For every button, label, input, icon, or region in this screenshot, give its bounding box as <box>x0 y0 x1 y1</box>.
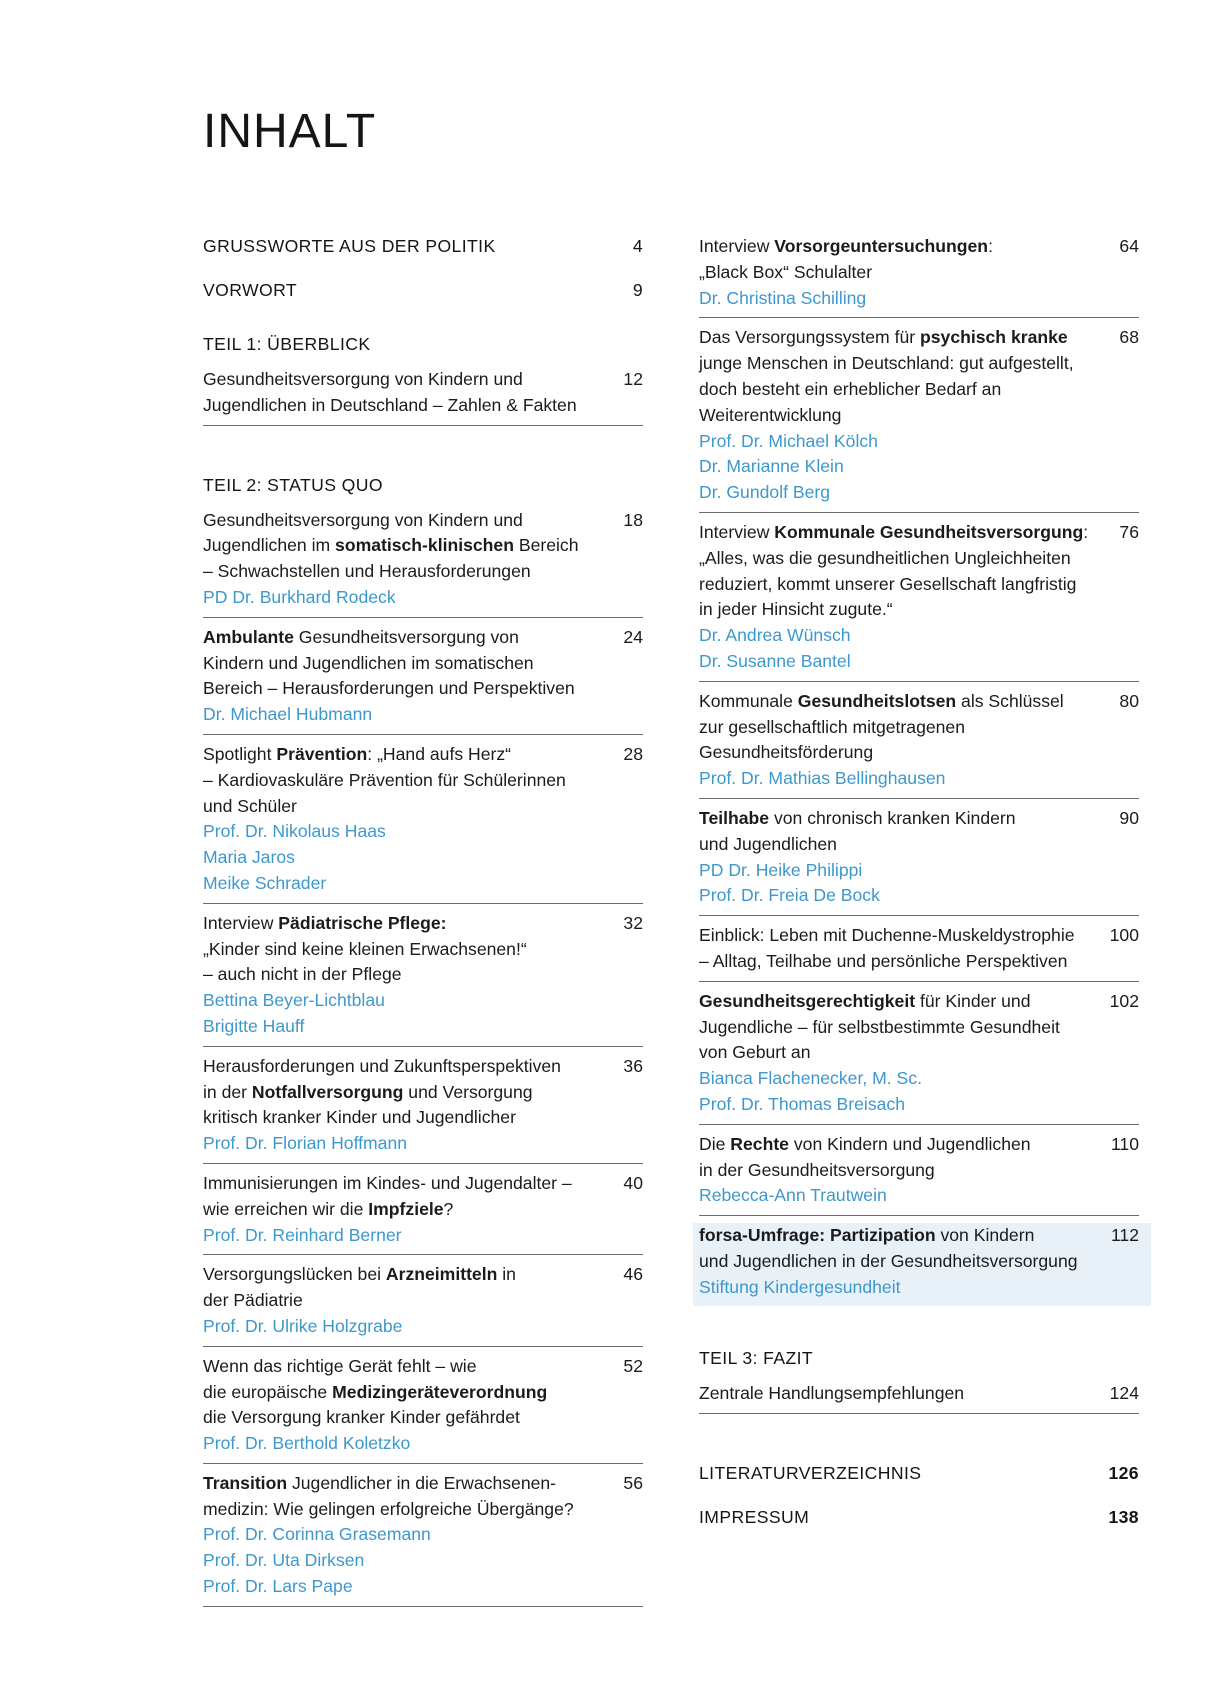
entry-title-line: wie erreichen wir die Impfziele? <box>203 1198 454 1219</box>
toc-entry[interactable] <box>203 1471 643 1607</box>
toc-entry[interactable] <box>699 1381 1139 1414</box>
toc-entry[interactable] <box>203 742 643 904</box>
entry-title-line: – Schwachstellen und Herausforderungen <box>203 561 531 582</box>
toc-entry[interactable] <box>699 806 1139 916</box>
page-number: 100 <box>1109 925 1139 946</box>
entry-author: Brigitte Hauff <box>203 1015 305 1036</box>
section-literaturverzeichnis[interactable] <box>699 1461 1139 1486</box>
entry-author: Prof. Dr. Berthold Koletzko <box>203 1433 411 1454</box>
entry-title-line: zur gesellschaftlich mitgetragenen <box>699 716 966 737</box>
page-number: 4 <box>632 236 643 256</box>
toc-right-column <box>699 234 1139 1530</box>
entry-author: Prof. Dr. Ulrike Holzgrabe <box>203 1315 403 1336</box>
entry-title-line: Versorgungslücken bei Arzneimitteln in <box>203 1264 516 1285</box>
page-number: 56 <box>623 1472 643 1493</box>
section-label: TEIL 3: FAZIT <box>699 1348 814 1369</box>
entry-title-line: Bereich – Herausforderungen und Perspektiven <box>203 678 575 699</box>
entry-title-line: Transition Jugendlicher in die Erwachsenen- <box>203 1472 557 1493</box>
entry-title-line: in jeder Hinsicht zugute.“ <box>699 599 893 620</box>
entry-title-line: Jugendlichen im somatisch-klinischen Bereich <box>203 535 579 556</box>
page-number: 90 <box>1119 807 1139 828</box>
entry-title-line: Spotlight Prävention: „Hand aufs Herz“ <box>203 743 512 764</box>
entry-author: Maria Jaros <box>203 847 295 868</box>
entry-title-line: Gesundheitsversorgung von Kindern und <box>203 369 523 389</box>
entry-title-line: und Schüler <box>203 795 297 816</box>
entry-author: Dr. Michael Hubmann <box>203 704 373 725</box>
entry-title-line: Ambulante Gesundheitsversorgung von <box>203 626 519 647</box>
toc-entry[interactable] <box>699 520 1139 682</box>
section-vorwort[interactable] <box>203 278 643 303</box>
section-teil2-heading <box>203 473 643 498</box>
entry-author: Prof. Dr. Corinna Grasemann <box>203 1524 431 1545</box>
entry-title-line: medizin: Wie gelingen erfolgreiche Übergänge? <box>203 1498 574 1519</box>
entry-title-line: Wenn das richtige Gerät fehlt – wie <box>203 1355 477 1376</box>
toc-entry[interactable] <box>699 989 1139 1125</box>
entry-title-line: Einblick: Leben mit Duchenne-Muskeldystrophie <box>699 925 1075 946</box>
entry-author: Stiftung Kindergesundheit <box>699 1276 901 1297</box>
toc-entry[interactable] <box>699 234 1139 318</box>
page-number: 9 <box>632 280 643 300</box>
section-impressum[interactable] <box>699 1505 1139 1530</box>
entry-title-line: Kindern und Jugendlichen im somatischen <box>203 652 534 673</box>
entry-author: Prof. Dr. Lars Pape <box>203 1576 353 1597</box>
entry-title-line: – Kardiovaskuläre Prävention für Schülerinnen <box>203 769 566 790</box>
entry-title-line: „Alles, was die gesundheitlichen Ungleichheiten <box>699 547 1071 568</box>
entry-title-line: Weiterentwicklung <box>699 404 842 425</box>
toc-entry[interactable] <box>203 508 643 618</box>
entry-author: Prof. Dr. Michael Kölch <box>699 430 878 451</box>
entry-title-line: der Pädiatrie <box>203 1290 303 1311</box>
section-teil3-heading <box>699 1346 1139 1371</box>
entry-title-line: – auch nicht in der Pflege <box>203 964 402 985</box>
page-number: 46 <box>623 1264 643 1285</box>
entry-title-line: „Black Box“ Schulalter <box>699 261 873 282</box>
page-number: 28 <box>623 743 643 764</box>
toc-left-column <box>203 234 643 1614</box>
entry-author: Dr. Susanne Bantel <box>699 650 851 671</box>
toc-entry-highlighted[interactable] <box>693 1223 1151 1306</box>
entry-author: Prof. Dr. Mathias Bellinghausen <box>699 768 946 789</box>
entry-title-line: junge Menschen in Deutschland: gut aufgestellt, <box>699 353 1074 374</box>
entry-title-line: Gesundheitsförderung <box>699 742 874 763</box>
entry-author: Prof. Dr. Thomas Breisach <box>699 1093 905 1114</box>
toc-entry[interactable] <box>203 911 643 1047</box>
page-number: 32 <box>623 912 643 933</box>
entry-title-line: in der Notfallversorgung und Versorgung <box>203 1081 533 1102</box>
toc-entry[interactable] <box>699 689 1139 799</box>
toc-entry[interactable] <box>699 1132 1139 1216</box>
entry-title-line: Zentrale Handlungsempfehlungen <box>699 1383 965 1404</box>
page-number: 64 <box>1119 236 1139 256</box>
entry-title-line: Herausforderungen und Zukunftsperspektiven <box>203 1055 561 1076</box>
section-label: GRUSSWORTE AUS DER POLITIK <box>203 236 496 256</box>
page-number: 12 <box>623 369 643 389</box>
page-number: 40 <box>623 1172 643 1193</box>
page-number: 102 <box>1109 990 1139 1011</box>
entry-title-line: reduziert, kommt unserer Gesellschaft langfristig <box>699 573 1077 594</box>
entry-author: Dr. Marianne Klein <box>699 456 844 477</box>
entry-title-line: die europäische Medizingeräteverordnung <box>203 1381 548 1402</box>
page-number: 126 <box>1108 1463 1139 1484</box>
entry-author: Dr. Gundolf Berg <box>699 482 831 503</box>
entry-title-line: Interview Vorsorgeuntersuchungen: <box>699 236 993 256</box>
page-number: 112 <box>1110 1225 1139 1246</box>
page-number: 110 <box>1110 1133 1139 1154</box>
page-number: 24 <box>623 626 643 647</box>
entry-title-line: Interview Pädiatrische Pflege: <box>203 912 447 933</box>
entry-author: Rebecca-Ann Trautwein <box>699 1185 887 1206</box>
toc-entry[interactable] <box>203 367 643 426</box>
section-teil1-heading <box>203 332 643 357</box>
entry-title-line: Gesundheitsgerechtigkeit für Kinder und <box>699 990 1031 1011</box>
section-label: LITERATURVERZEICHNIS <box>699 1463 922 1484</box>
page-number: 80 <box>1119 690 1139 711</box>
toc-entry[interactable] <box>203 625 643 735</box>
entry-title-line: Immunisierungen im Kindes- und Jugendalter – <box>203 1172 572 1193</box>
entry-title-line: kritisch kranker Kinder und Jugendlicher <box>203 1107 516 1128</box>
page-number: 52 <box>623 1355 643 1376</box>
toc-entry[interactable] <box>699 923 1139 982</box>
entry-author: PD Dr. Burkhard Rodeck <box>203 586 396 607</box>
entry-title-line: – Alltag, Teilhabe und persönliche Perspektiven <box>699 950 1068 971</box>
section-label: TEIL 1: ÜBERBLICK <box>203 334 371 354</box>
toc-entry[interactable] <box>203 1354 643 1464</box>
entry-author: Prof. Dr. Florian Hoffmann <box>203 1133 408 1154</box>
entry-title-line: Jugendliche – für selbstbestimmte Gesundheit <box>699 1016 1060 1037</box>
section-label: IMPRESSUM <box>699 1507 810 1528</box>
entry-title-line: doch besteht ein erheblicher Bedarf an <box>699 378 1002 399</box>
entry-title-line: in der Gesundheitsversorgung <box>699 1159 935 1180</box>
entry-author: Prof. Dr. Freia De Bock <box>699 885 880 906</box>
toc-entry[interactable] <box>203 1262 643 1346</box>
page-number: 68 <box>1119 327 1139 348</box>
section-label: TEIL 2: STATUS QUO <box>203 474 383 495</box>
page-number: 76 <box>1119 521 1139 542</box>
toc-entry[interactable] <box>203 1054 643 1164</box>
entry-title-line: forsa-Umfrage: Partizipation von Kindern <box>699 1225 1035 1246</box>
entry-author: Prof. Dr. Nikolaus Haas <box>203 821 386 842</box>
entry-title-line: Jugendlichen in Deutschland – Zahlen & Fakten <box>203 394 577 415</box>
entry-title-line: Kommunale Gesundheitslotsen als Schlüssel <box>699 690 1064 711</box>
page-number: 138 <box>1108 1507 1139 1528</box>
entry-title-line: und Jugendlichen <box>699 833 837 854</box>
page-number: 124 <box>1109 1383 1139 1404</box>
page-title: INHALT <box>203 105 377 158</box>
entry-title-line: die Versorgung kranker Kinder gefährdet <box>203 1407 520 1428</box>
section-label: VORWORT <box>203 280 298 300</box>
entry-title-line: Das Versorgungssystem für psychisch kranke <box>699 327 1068 348</box>
entry-author: Bettina Beyer-Lichtblau <box>203 990 385 1011</box>
page-number: 36 <box>623 1055 643 1076</box>
entry-title-line: „Kinder sind keine kleinen Erwachsenen!“ <box>203 938 527 959</box>
entry-title-line: Teilhabe von chronisch kranken Kindern <box>699 807 1016 828</box>
entry-title-line: Die Rechte von Kindern und Jugendlichen <box>699 1133 1031 1154</box>
entry-author: Meike Schrader <box>203 872 327 893</box>
section-grussworte[interactable] <box>203 234 643 259</box>
entry-title-line: von Geburt an <box>699 1042 811 1063</box>
page-number: 18 <box>623 509 643 530</box>
entry-author: Prof. Dr. Reinhard Berner <box>203 1224 402 1245</box>
entry-author: Dr. Christina Schilling <box>699 287 867 308</box>
toc-entry[interactable] <box>203 1171 643 1255</box>
entry-title-line: Interview Kommunale Gesundheitsversorgung: <box>699 521 1089 542</box>
entry-author: Bianca Flachenecker, M. Sc. <box>699 1068 922 1089</box>
entry-author: Dr. Andrea Wünsch <box>699 625 851 646</box>
entry-author: PD Dr. Heike Philippi <box>699 859 863 880</box>
entry-title-line: und Jugendlichen in der Gesundheitsversorgung <box>699 1250 1078 1271</box>
toc-entry[interactable] <box>699 325 1139 513</box>
entry-author: Prof. Dr. Uta Dirksen <box>203 1550 365 1571</box>
entry-title-line: Gesundheitsversorgung von Kindern und <box>203 509 523 530</box>
